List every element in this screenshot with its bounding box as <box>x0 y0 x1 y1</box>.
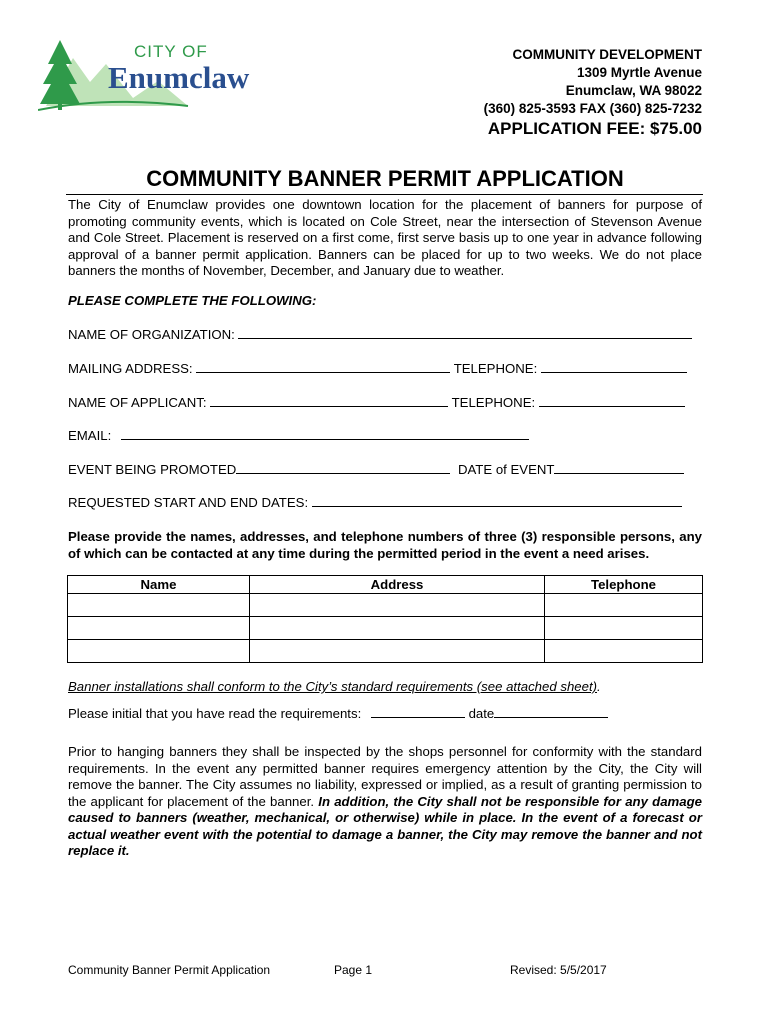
dates-row <box>68 493 682 510</box>
applicant-telephone-input[interactable] <box>539 393 685 407</box>
header-address <box>484 46 702 138</box>
table-cell[interactable] <box>545 594 703 617</box>
table-row <box>68 594 703 617</box>
org-input[interactable] <box>238 325 692 339</box>
conform-row: Banner installations shall conform to the City’s standard requirements (see attached sheet). <box>68 679 601 694</box>
table-header <box>68 576 703 594</box>
event-date-input[interactable] <box>554 460 684 474</box>
initial-date-input[interactable] <box>494 704 608 718</box>
footer-page: Page 1 <box>334 963 373 977</box>
applicant-row <box>68 393 685 410</box>
initial-label: Please initial that you have read the requirements: <box>68 706 362 721</box>
table-cell[interactable] <box>545 617 703 640</box>
logo-city-of: CITY OF <box>134 42 208 61</box>
department: COMMUNITY DEVELOPMENT <box>512 47 702 62</box>
telephone-label: TELEPHONE: <box>453 361 538 376</box>
instructions: PLEASE COMPLETE THE FOLLOWING: <box>68 293 317 308</box>
table-cell[interactable] <box>250 617 545 640</box>
table-cell[interactable] <box>68 617 250 640</box>
street: 1309 Myrtle Avenue <box>576 65 702 80</box>
title-rule <box>66 194 703 195</box>
mailing-input[interactable] <box>196 359 450 373</box>
responsible-note: Please provide the names, addresses, and telephone numbers of three (3) responsible persons, any of which can be contacted at any time during the permitted period in the event a need arises. <box>68 529 702 561</box>
email-input[interactable] <box>121 426 529 440</box>
dates-input[interactable] <box>312 493 682 507</box>
closing-paragraph <box>68 744 702 860</box>
applicant-input[interactable] <box>210 393 448 407</box>
event-date-label: DATE of EVENT <box>457 462 555 477</box>
application-fee: APPLICATION FEE: $75.00 <box>487 119 702 138</box>
col-telephone: Telephone <box>545 576 703 594</box>
initial-input[interactable] <box>371 704 465 718</box>
table-cell[interactable] <box>545 640 703 663</box>
applicant-label: NAME OF APPLICANT: <box>68 395 207 410</box>
event-label: EVENT BEING PROMOTED <box>68 462 237 477</box>
closing-text: Prior to hanging banners they shall be inspected by the shops personnel for conformity with the standard requirements. In the event any permitted banner requires emergency attention by the City, the City will remove the banner. The City assumes no liability, expressed or implied, as a result of granting permission to the applicant for placement of the banner. <box>68 744 702 809</box>
event-input[interactable] <box>236 460 450 474</box>
city-logo <box>38 36 273 114</box>
org-row <box>68 325 692 342</box>
conform-note: Banner installations shall conform to the City’s standard requirements (see attached sheet) <box>68 679 598 694</box>
table-row <box>68 617 703 640</box>
event-row <box>68 460 684 477</box>
table-cell[interactable] <box>250 640 545 663</box>
responsible-persons-table <box>67 575 703 663</box>
logo-city-name: Enumclaw <box>108 60 250 95</box>
page-title: COMMUNITY BANNER PERMIT APPLICATION <box>146 166 624 191</box>
city-state: Enumclaw, WA 98022 <box>565 83 702 98</box>
org-label: NAME OF ORGANIZATION: <box>68 327 235 342</box>
table-cell[interactable] <box>68 594 250 617</box>
mailing-row <box>68 359 687 376</box>
closing-emphasis: In addition, the City shall not be responsible for any damage caused to banners (weather, mechanical, or otherwise) while in place. In the event of a forecast or actual weather event with the potential to damage a banner, the City may remove the banner and not replace it. <box>68 793 702 858</box>
table-row <box>68 640 703 663</box>
email-row <box>68 426 529 443</box>
initial-row <box>68 704 608 721</box>
email-label: EMAIL: <box>68 428 112 443</box>
footer-doc-name: Community Banner Permit Application <box>68 963 271 977</box>
applicant-telephone-label: TELEPHONE: <box>451 395 536 410</box>
footer-revised: Revised: 5/5/2017 <box>510 963 607 977</box>
table-cell[interactable] <box>68 640 250 663</box>
phone-fax: (360) 825-3593 FAX (360) 825-7232 <box>483 101 702 116</box>
table-cell[interactable] <box>250 594 545 617</box>
col-name: Name <box>68 576 250 594</box>
col-address: Address <box>250 576 545 594</box>
mailing-label: MAILING ADDRESS: <box>68 361 193 376</box>
initial-date-label: date <box>468 706 495 721</box>
dates-label: REQUESTED START AND END DATES: <box>68 495 309 510</box>
telephone-input[interactable] <box>541 359 687 373</box>
intro-paragraph: The City of Enumclaw provides one downtown location for the placement of banners for purpose of promoting community events, which is located on Cole Street, near the intersection of Stevenson Avenue and Cole Street. Placement is reserved on a first come, first serve basis up to one year in advance following approval of a banner permit application. Banners can be placed for up to two weeks. We do not place banners the months of November, December, and January due to weather. <box>68 197 702 278</box>
